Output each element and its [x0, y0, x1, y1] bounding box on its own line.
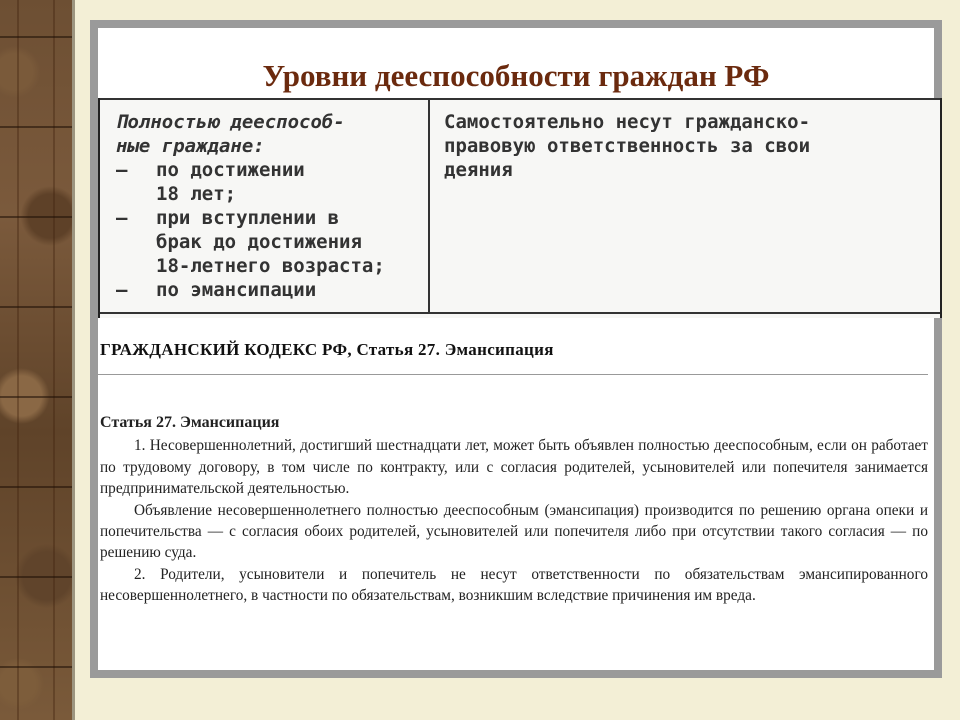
article-paragraph: 2. Родители, усыновители и попечитель не несут ответственности по обязательствам эмансипированного несовершеннолетнего, в частности по обязательствам, возникшим вследствие причинения им вреда. — [100, 565, 928, 605]
dash: — — [116, 279, 128, 301]
list-item-line: при вступлении в — [156, 207, 340, 229]
right-cell-line: правовую ответственность за свои — [444, 135, 811, 157]
slide-title: Уровни дееспособности граждан РФ — [262, 58, 770, 93]
strip-edge — [72, 0, 75, 720]
article-paragraph: Объявление несовершеннолетнего полностью дееспособным (эмансипация) производится по решению органа опеки и попечительства — с согласия обоих родителей, усыновителей или попечителя либо при отсутствии такого согласия — по решению суда. — [100, 501, 928, 562]
list-item-line: брак до достижения — [156, 231, 362, 253]
article-text — [100, 412, 928, 607]
capacity-table — [98, 98, 942, 318]
decorative-wood-strip — [0, 0, 72, 720]
right-cell-line: деяния — [444, 159, 513, 181]
article-paragraph: 1. Несовершеннолетний, достигший шестнадцати лет, может быть объявлен полностью дееспособным, если он работает по трудовому договору, в том числе по контракту, или с согласия родителей, усыновителей или попечителя занимается предпринимательской деятельностью. — [100, 437, 928, 498]
slide-content — [98, 28, 934, 670]
dash: — — [116, 207, 128, 229]
list-item-line: 18 лет; — [156, 183, 237, 205]
slide-frame — [90, 20, 942, 678]
table-left-cell — [116, 110, 416, 302]
left-cell-heading-line1: Полностью дееспособ- — [116, 111, 345, 133]
list-item — [116, 278, 416, 302]
list-item-line: по достижении — [156, 159, 305, 181]
civil-code-excerpt — [98, 326, 934, 670]
right-cell-line: Самостоятельно несут гражданско- — [444, 111, 811, 133]
list-item — [116, 206, 416, 278]
dash: — — [116, 159, 128, 181]
table-top-border — [100, 98, 940, 100]
divider — [98, 374, 928, 375]
list-item-line: 18-летнего возраста; — [156, 255, 385, 277]
left-cell-heading-line2: ные граждане: — [116, 135, 265, 157]
table-column-divider — [428, 98, 430, 314]
list-item — [116, 158, 416, 206]
table-right-cell — [444, 110, 924, 182]
code-header: ГРАЖДАНСКИЙ КОДЕКС РФ, Статья 27. Эмансипация — [100, 340, 554, 359]
table-bottom-border — [100, 312, 940, 314]
article-title: Статья 27. Эмансипация — [100, 414, 280, 431]
list-item-line: по эмансипации — [156, 279, 317, 301]
